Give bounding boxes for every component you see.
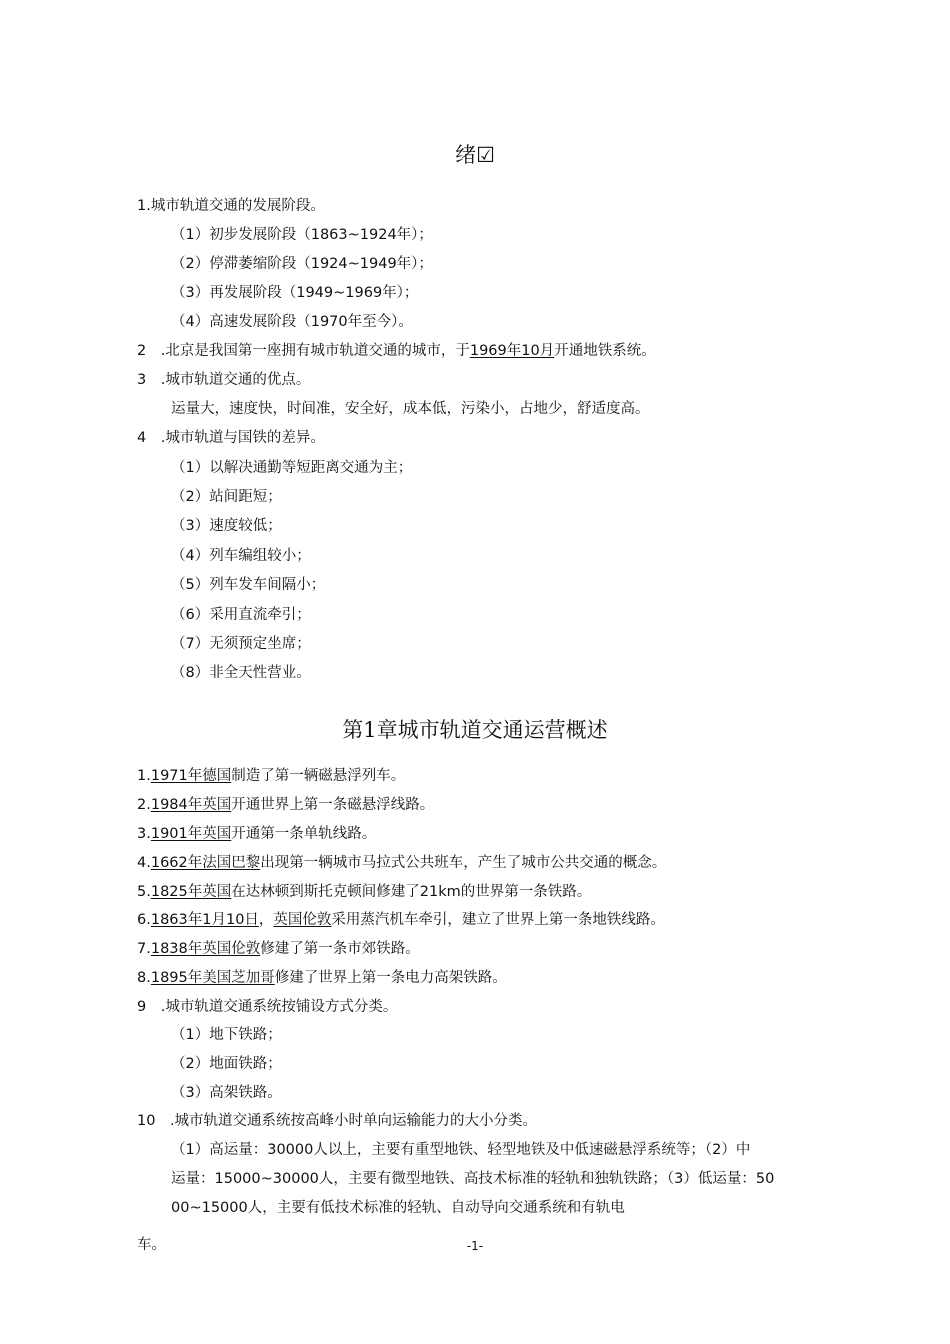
fact-text: 修建了世界上第一条电力高架铁路。 <box>274 970 507 986</box>
intro-item-3-text: 运量大，速度快，时间准，安全好，成本低，污染小，占地少，舒适度高。 <box>171 401 650 417</box>
fact-text: 开通第一条单轨线路。 <box>231 826 377 842</box>
chapter-item-10: 10 .城市轨道交通系统按高峰小时单向运输能力的大小分类。 <box>137 1113 538 1129</box>
chapter-item-9: 9 .城市轨道交通系统按铺设方式分类。 <box>137 999 398 1015</box>
fact-date-place: 1825年英国 <box>150 884 232 900</box>
fact-line <box>137 853 666 873</box>
chapter-heading: 第1章城市轨道交通运营概述 <box>342 718 608 742</box>
fact-line <box>137 968 507 988</box>
fact-date-place: 1895年美国芝加哥 <box>150 970 275 986</box>
intro-heading: 绪☑ <box>455 143 495 167</box>
chapter-item-10-line-3: 00~15000人，主要有低技术标准的轻轨、自动导向交通系统和有轨电 <box>171 1200 625 1216</box>
fact-text: 采用蒸汽机车牵引，建立了世界上第一条地铁线路。 <box>331 912 665 928</box>
intro-item-4-4: （4）列车编组较小； <box>171 548 311 564</box>
fact-number: 7. <box>137 941 151 957</box>
intro-item-4-8: （8）非全天性营业。 <box>171 665 311 681</box>
fact-line <box>137 824 376 844</box>
fact-date: 1863年1月10日 <box>150 912 259 928</box>
intro-item-4-2: （2）站间距短； <box>171 489 282 505</box>
intro-item-3: 3 .城市轨道交通的优点。 <box>137 372 311 388</box>
chapter-item-9-3: （3）高架铁路。 <box>171 1085 282 1101</box>
fact-number: 6. <box>137 912 151 928</box>
intro-item-4-1: （1）以解决通勤等短距离交通为主； <box>171 460 413 476</box>
intro-item-4-5: （5）列车发车间隔小； <box>171 577 326 593</box>
fact-date-place: 1901年英国 <box>150 826 232 842</box>
chapter-item-10-line-1: （1）高运量：30000人以上，主要有重型地铁、轻型地铁及中低速磁悬浮系统等；（2）中 <box>171 1142 751 1158</box>
fact-date-place: 1984年英国 <box>150 797 232 813</box>
fact-number: 5. <box>137 884 151 900</box>
fact-date-place: 1662年法国巴黎 <box>150 855 261 871</box>
intro-item-2-text: 2 .北京是我国第一座拥有城市轨道交通的城市，于 <box>137 343 470 359</box>
chapter-item-9-1: （1）地下铁路； <box>171 1027 282 1043</box>
fact-number: 1. <box>137 768 151 784</box>
fact-text: 在达林顿到斯托克顿间修建了21km的世界第一条铁路。 <box>231 884 592 900</box>
intro-item-2-rest: 开通地铁系统。 <box>554 343 656 359</box>
fact-line <box>137 882 591 902</box>
fact-separator: ， <box>258 912 274 928</box>
intro-item-4-3: （3）速度较低； <box>171 518 282 534</box>
intro-item-4-7: （7）无须预定坐席； <box>171 636 311 652</box>
fact-text: 开通世界上第一条磁悬浮线路。 <box>231 797 435 813</box>
fact-line <box>137 795 434 815</box>
fact-number: 3. <box>137 826 151 842</box>
intro-item-2 <box>137 341 656 361</box>
intro-item-1-1: （1）初步发展阶段（1863~1924年）； <box>171 227 433 243</box>
fact-text: 出现第一辆城市马拉式公共班车，产生了城市公共交通的概念。 <box>260 855 667 871</box>
intro-item-4: 4 .城市轨道与国铁的差异。 <box>137 430 325 446</box>
fact-text: 制造了第一辆磁悬浮列车。 <box>231 768 406 784</box>
fact-date-place: 1971年德国 <box>150 768 232 784</box>
fact-line <box>137 766 405 786</box>
fact-place: 英国伦敦 <box>273 912 332 928</box>
fact-number: 8. <box>137 970 151 986</box>
page-number: -1- <box>466 1239 484 1253</box>
intro-item-4-6: （6）采用直流牵引； <box>171 607 311 623</box>
chapter-item-9-2: （2）地面铁路； <box>171 1056 282 1072</box>
fact-number: 4. <box>137 855 151 871</box>
fact-date-place: 1838年英国伦敦 <box>150 941 261 957</box>
fact-line <box>137 939 420 959</box>
fact-text: 修建了第一条市郊铁路。 <box>260 941 420 957</box>
intro-item-2-date: 1969年10月 <box>469 343 555 359</box>
chapter-item-10-line-2: 运量：15000~30000人，主要有微型地铁、高技术标准的轻轨和独轨铁路；（3）低运量：50 <box>171 1171 775 1187</box>
intro-item-1-4: （4）高速发展阶段（1970年至今）。 <box>171 314 413 330</box>
intro-item-1-3: （3）再发展阶段（1949~1969年）； <box>171 285 419 301</box>
intro-item-1: 1.城市轨道交通的发展阶段。 <box>137 198 325 214</box>
fact-number: 2. <box>137 797 151 813</box>
fact-line <box>137 910 665 930</box>
intro-item-1-2: （2）停滞萎缩阶段（1924~1949年）； <box>171 256 433 272</box>
chapter-item-10-line-4: 车。 <box>137 1237 166 1253</box>
